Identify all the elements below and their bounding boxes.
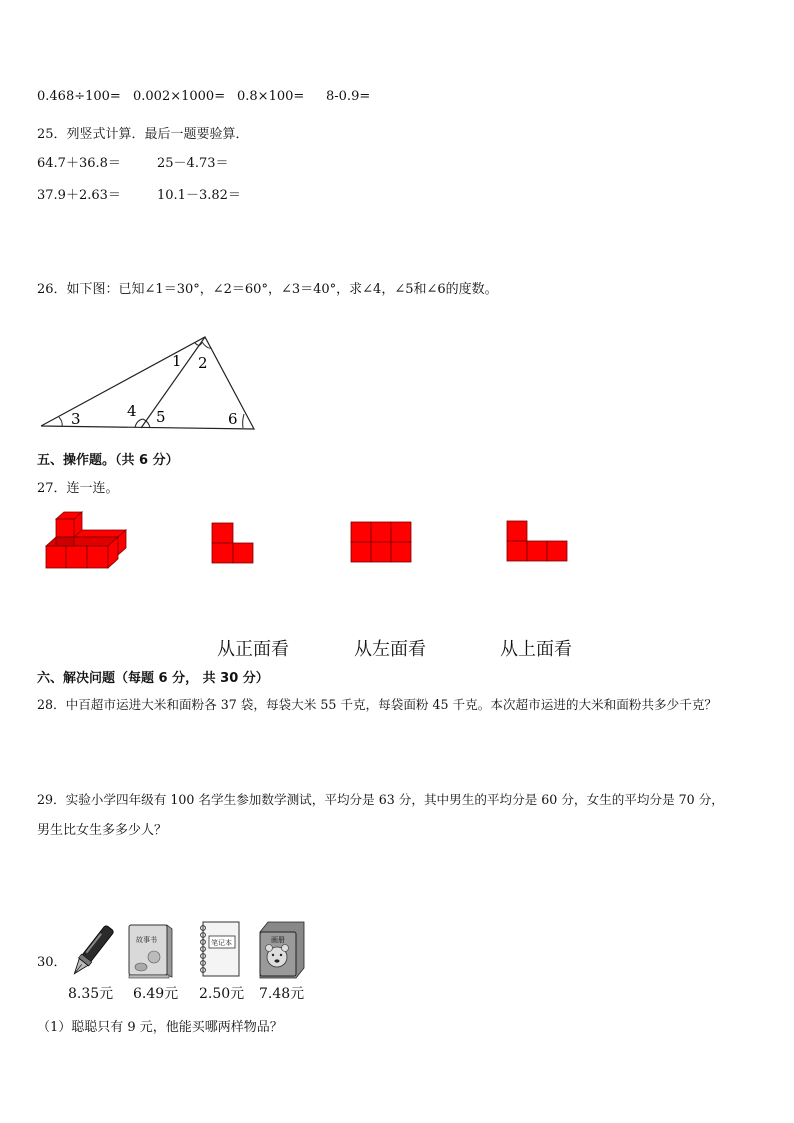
q25-title: 25．列竖式计算．最后一题要验算． xyxy=(37,127,249,142)
cube-stack-figure xyxy=(46,511,126,571)
q24-item-3: 0.8×100= xyxy=(237,89,305,104)
angle-label-1: 1 xyxy=(172,352,182,370)
price-notebook: 2.50元 xyxy=(199,986,245,1002)
q24-item-2: 0.002×1000= xyxy=(133,89,226,104)
view-shape-1 xyxy=(212,523,254,565)
q29-line2: 男生比女生多多少人？ xyxy=(37,823,168,838)
view-label-top: 从上面看 xyxy=(500,639,572,660)
q30-sub1: （1）聪聪只有 9 元，他能买哪两样物品？ xyxy=(37,1020,283,1035)
price-pen: 8.35元 xyxy=(68,986,114,1002)
q26-title: 26．如下图：已知∠1＝30°，∠2＝60°，∠3＝40°，求∠4，∠5和∠6的度数。 xyxy=(37,282,498,297)
q24-item-1: 0.468÷100= xyxy=(37,89,121,104)
q28-text: 28．中百超市运进大米和面粉各 37 袋，每袋大米 55 千克，每袋面粉 45 千克。本次超市运进的大米和面粉共多少千克？ xyxy=(37,697,718,712)
angle-label-3: 3 xyxy=(71,410,81,428)
view-shape-2 xyxy=(351,522,413,564)
angle-label-2: 2 xyxy=(198,354,208,372)
section6-heading: 六、解决问题（每题 6 分， 共 30 分） xyxy=(37,671,269,686)
view-label-left: 从左面看 xyxy=(354,639,426,660)
q27-title: 27．连一连。 xyxy=(37,481,119,496)
picture-book-cover-label: 画册 xyxy=(271,936,285,944)
price-storybook: 6.49元 xyxy=(133,986,179,1002)
price-picture-book: 7.48元 xyxy=(259,986,305,1002)
triangle-figure xyxy=(37,334,267,434)
q25-item-4: 10.1－3.82＝ xyxy=(157,188,241,203)
section5-heading: 五、操作题。（共 6 分） xyxy=(37,453,179,468)
notebook-icon xyxy=(199,920,243,980)
picture-book-icon xyxy=(256,920,306,978)
pen-icon xyxy=(70,922,114,982)
q25-item-2: 25－4.73＝ xyxy=(157,156,229,171)
view-label-front: 从正面看 xyxy=(217,639,289,660)
q25-item-1: 64.7＋36.8＝ xyxy=(37,156,121,171)
angle-label-4: 4 xyxy=(127,402,137,420)
q30-number: 30． xyxy=(37,955,67,970)
notebook-cover-label: 笔记本 xyxy=(211,939,232,947)
storybook-cover-label: 故事书 xyxy=(136,936,157,944)
q24-item-4: 8-0.9= xyxy=(326,89,371,104)
storybook-icon xyxy=(127,921,173,979)
q29-line1: 29．实验小学四年级有 100 名学生参加数学测试，平均分是 63 分，其中男生的平均分是 60 分，女生的平均分是 70 分， xyxy=(37,792,724,807)
angle-label-5: 5 xyxy=(156,408,166,426)
q25-item-3: 37.9＋2.63＝ xyxy=(37,188,121,203)
view-shape-3 xyxy=(507,521,569,563)
angle-label-6: 6 xyxy=(228,410,238,428)
